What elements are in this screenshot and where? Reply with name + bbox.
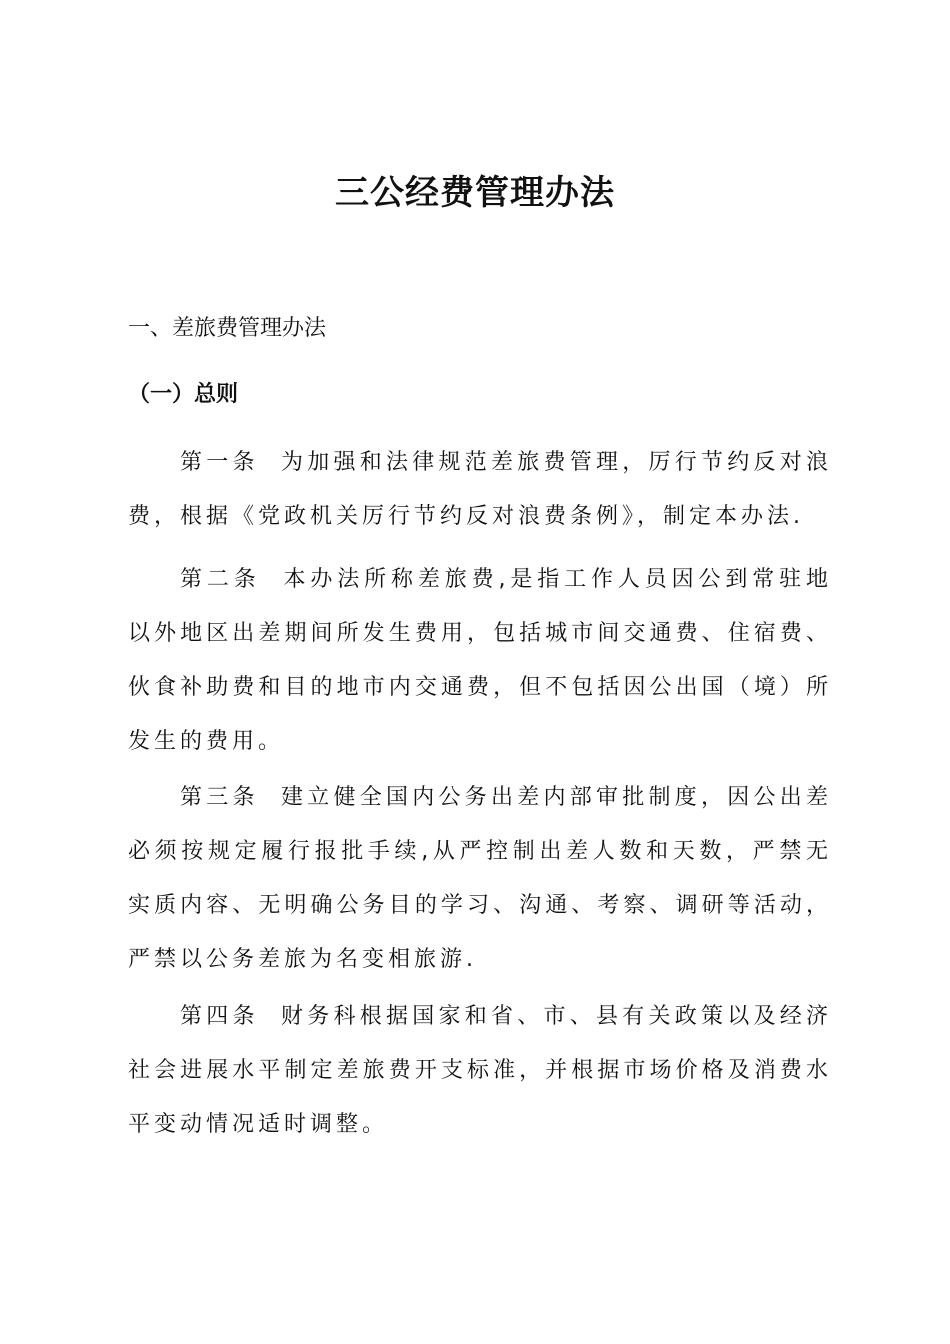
- article-2-text: 本办法所称差旅费,是指工作人员因公到常驻地以外地区出差期间所发生费用，包括城市间交通费、住宿费、伙食补助费和目的地市内交通费，但不包括因公出国（境）所发生的费用。: [128, 567, 832, 754]
- article-4: [128, 990, 832, 1152]
- article-3-number: 第三条: [180, 785, 259, 810]
- article-4-number: 第四条: [180, 1004, 259, 1029]
- document-title: 三公经费管理办法: [335, 173, 615, 213]
- article-1-number: 第一条: [180, 450, 259, 475]
- section-heading: 一、差旅费管理办法: [128, 316, 327, 341]
- article-3: [128, 771, 832, 987]
- article-4-text: 财务科根据国家和省、市、县有关政策以及经济社会进展水平制定差旅费开支标准，并根据市场价格及消费水平变动情况适时调整。: [128, 1004, 832, 1137]
- article-3-text: 建立健全国内公务出差内部审批制度，因公出差必须按规定履行报批手续,从严控制出差人数和天数，严禁无实质内容、无明确公务目的学习、沟通、考察、调研等活动，严禁以公务差旅为名变相旅游.: [128, 785, 832, 972]
- subsection-heading: （一）总则: [128, 382, 239, 407]
- article-1: [128, 436, 832, 544]
- article-2-number: 第二条: [180, 567, 261, 592]
- article-2: [128, 553, 832, 769]
- article-1-text: 为加强和法律规范差旅费管理，厉行节约反对浪费，根据《党政机关厉行节约反对浪费条例》，制定本办法.: [128, 450, 832, 529]
